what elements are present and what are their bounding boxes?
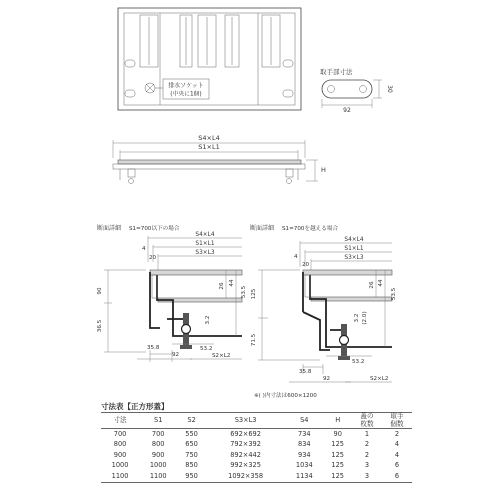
table-row [101, 471, 412, 482]
plan-inner-frame [124, 13, 295, 105]
section-detail-small [97, 224, 247, 362]
table-cell: 4 [394, 440, 400, 449]
elev-frame [113, 164, 305, 169]
section-a-s4: S4×L4 [195, 232, 215, 238]
section-a-d26: 26 [219, 282, 225, 290]
handle-detail [320, 67, 393, 114]
section-b-d4: 4 [294, 254, 298, 260]
elev-s4-label: S4×L4 [198, 134, 220, 142]
table-cell: 125 [331, 450, 344, 459]
handle-title: 取手部寸法 [320, 68, 353, 76]
table-row [101, 461, 412, 472]
table-cell: 1100 [101, 471, 139, 482]
table-cell: 734 [298, 429, 311, 438]
section-a-lid-plate [150, 270, 242, 275]
table-cell: 2 [394, 429, 400, 438]
section-a-d44: 44 [229, 279, 235, 287]
table-header-cell: 蓋の 枚数 [352, 413, 382, 429]
plan-view [118, 8, 301, 110]
table-cell: 892×442 [230, 450, 261, 459]
table-cell: 125 [331, 440, 344, 449]
section-a-d535: 53.5 [241, 285, 247, 299]
table-header-cell: S3×L3 [206, 413, 285, 429]
section-b-d26: 26 [369, 281, 375, 289]
section-a-d4: 4 [142, 246, 146, 252]
table-title: 寸法表【正方形蓋】 [101, 402, 169, 411]
section-b-d715: 71.5 [251, 333, 257, 347]
table-header-cell: S2 [177, 413, 206, 429]
section-a-d90: 90 [97, 287, 103, 295]
section-b-d20p: (2.0) [362, 311, 368, 325]
section-a-d32: 3.2 [205, 315, 211, 325]
table-cell: 750 [185, 450, 198, 459]
table-cell: 6 [394, 461, 400, 470]
elev-lid [118, 160, 301, 164]
table-cell: 3 [364, 461, 370, 470]
drain-sublabel: (中央に1個) [170, 91, 202, 98]
table-cell: 700 [151, 429, 165, 438]
dimension-note: ※( )内寸法は600×1200 [254, 393, 317, 399]
table-cell: 2 [364, 440, 370, 449]
table-cell: 90 [333, 429, 342, 438]
table-header-row [101, 413, 412, 429]
section-b-s1: S1×L1 [344, 246, 364, 252]
section-a-d92: 92 [172, 352, 180, 358]
section-a-s2: S2×L2 [212, 353, 231, 359]
elev-anchor-right [286, 169, 293, 177]
table-cell: 4 [394, 450, 400, 459]
table-cell: 934 [298, 450, 311, 459]
table-row [101, 440, 412, 451]
table-cell: 1000 [111, 461, 129, 470]
section-a-d532: 53.2 [200, 346, 213, 352]
plan-ribs [140, 13, 280, 105]
handle-height: 30 [386, 85, 393, 93]
table-cell: 850 [185, 461, 198, 470]
table-cell: 1 [364, 429, 370, 438]
table-cell: 1100 [139, 471, 177, 482]
table-header-cell: S1 [139, 413, 177, 429]
table-cell: 692×692 [230, 429, 261, 438]
handle-width: 92 [343, 107, 351, 114]
table-cell: 550 [185, 429, 198, 438]
handle-slot [322, 80, 372, 98]
section-b-d532: 53.2 [352, 359, 365, 365]
section-b-s4: S4×L4 [344, 237, 364, 243]
table-row [101, 429, 412, 440]
section-b-title: 断面詳細 [250, 225, 275, 232]
table-cell: 125 [331, 461, 344, 470]
table-header-cell: H [323, 413, 352, 429]
section-b-d535: 53.5 [391, 287, 397, 301]
table-cell: 1034 [295, 461, 313, 470]
section-b-s3: S3×L3 [344, 255, 364, 261]
table-cell: 1134 [285, 471, 323, 482]
dimension-table [101, 412, 412, 483]
table-cell: 1000 [149, 461, 167, 470]
table-cell: 1092×358 [206, 471, 285, 482]
section-b-lid-plate [303, 270, 392, 275]
section-b-d32: 3.2 [354, 313, 360, 323]
section-b-d44: 44 [378, 279, 384, 287]
table-cell: 950 [177, 471, 206, 482]
section-b-condition: S1=700を越える場合 [282, 226, 339, 232]
section-a-s3: S3×L3 [195, 250, 215, 256]
table-cell: 700 [113, 429, 127, 438]
elev-h-label: H [321, 166, 326, 174]
table-cell: 834 [298, 440, 311, 449]
table-header-cell: S4 [285, 413, 323, 429]
section-a-title: 断面詳細 [97, 225, 122, 232]
table-header-cell: 取手 個数 [382, 413, 412, 429]
table-header-cell: 寸法 [101, 413, 139, 429]
table-cell: 900 [113, 450, 127, 459]
table-cell: 2 [364, 450, 370, 459]
table-cell: 800 [113, 440, 127, 449]
section-b-d92: 92 [323, 376, 331, 382]
elev-anchor-left [128, 169, 135, 177]
table-body [101, 429, 412, 483]
section-detail-large [250, 224, 397, 382]
section-b-s2: S2×L2 [370, 376, 389, 382]
table-cell: 6 [382, 471, 412, 482]
section-a-d20: 20 [149, 255, 157, 261]
table-cell: 800 [151, 440, 165, 449]
table-cell: 992×325 [230, 461, 261, 470]
table-cell: 125 [323, 471, 352, 482]
elev-s1-label: S1×L1 [198, 143, 220, 151]
section-a-condition: S1=700以下の場合 [129, 226, 180, 232]
drain-socket-icon [145, 83, 163, 93]
section-a-d365: 36.5 [97, 319, 103, 333]
table-cell: 792×392 [230, 440, 261, 449]
table-cell: 650 [185, 440, 198, 449]
section-a-d358: 35.8 [147, 345, 160, 351]
section-a-s1: S1×L1 [195, 241, 215, 247]
drain-label: 排水ソケット [168, 82, 204, 90]
elevation-view [113, 134, 326, 184]
table-cell: 900 [151, 450, 165, 459]
plan-frame [118, 8, 301, 110]
table-cell: 3 [352, 471, 382, 482]
section-b-d20: 20 [302, 262, 310, 268]
section-b-d125: 125 [251, 288, 257, 300]
section-b-d358: 35.8 [299, 369, 312, 375]
table-row [101, 450, 412, 461]
